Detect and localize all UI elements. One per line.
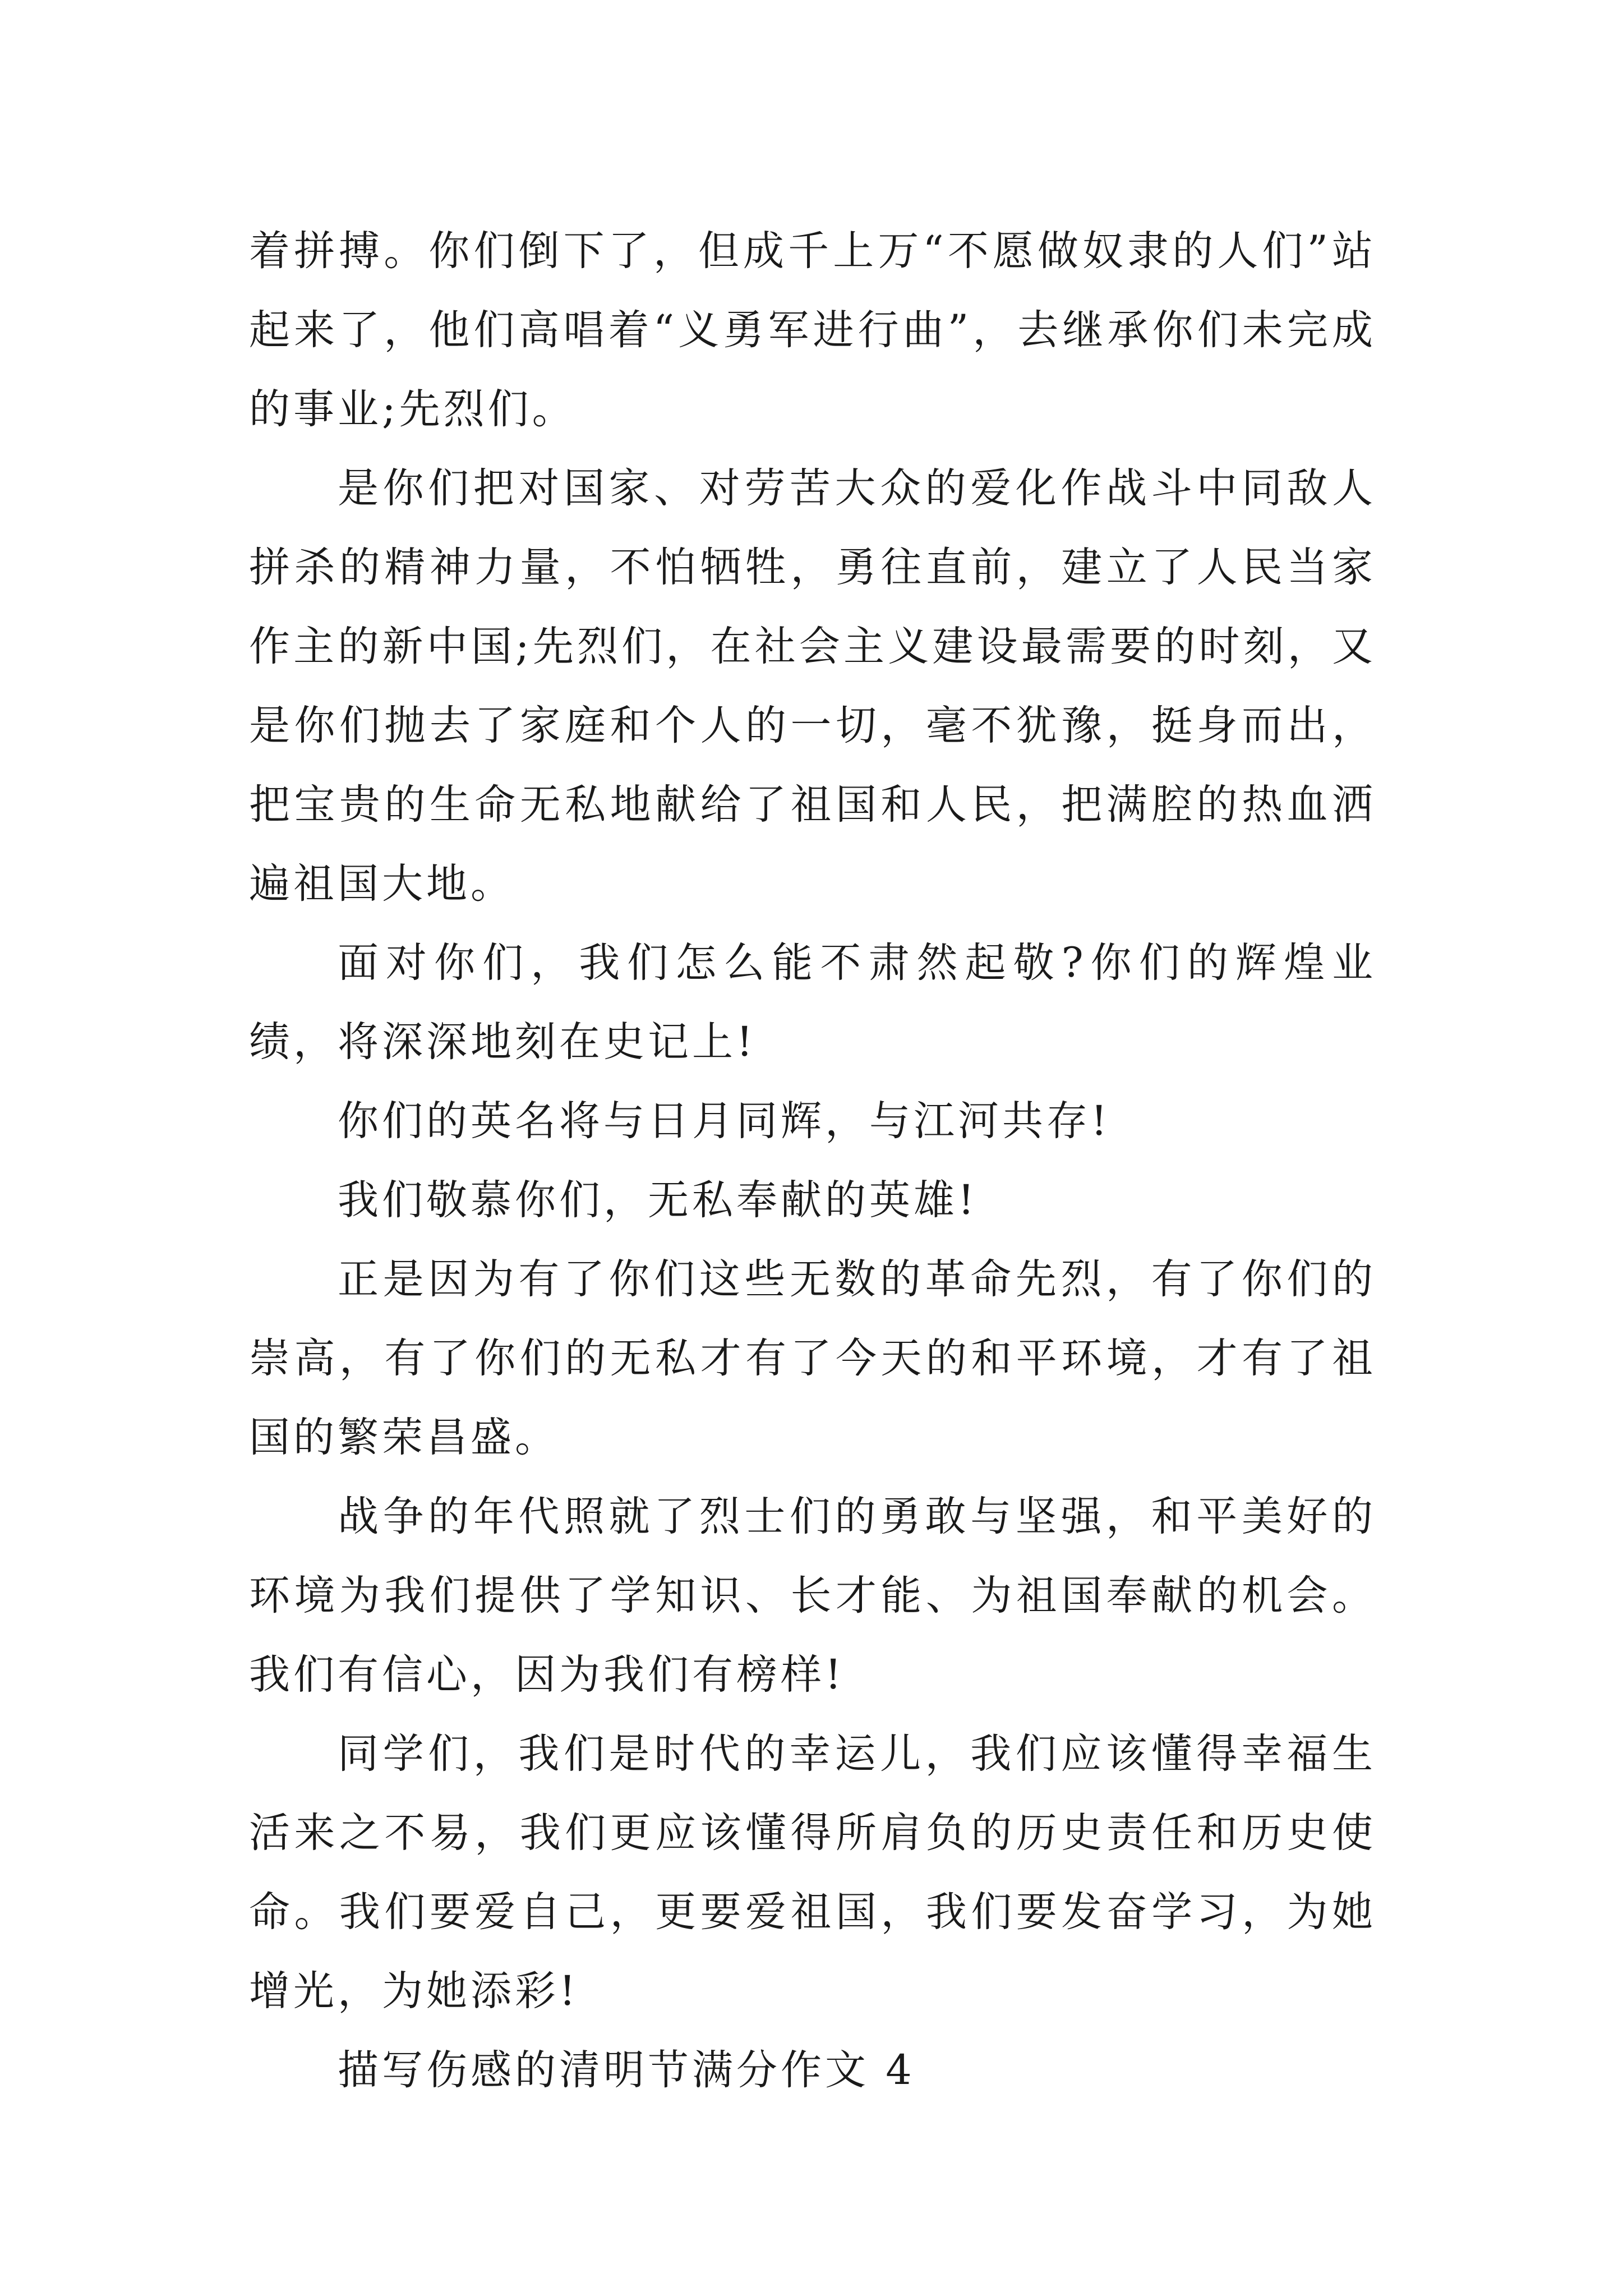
paragraph: 战争的年代照就了烈士们的勇敢与坚强，和平美好的环境为我们提供了学知识、长才能、为祖国奉献的机会。我们有信心，因为我们有榜样! [249, 1493, 1376, 1699]
paragraph: 同学们，我们是时代的幸运儿，我们应该懂得幸福生活来之不易，我们更应该懂得所肩负的历史责任和历史使命。我们要爱自己，更要爱祖国，我们要发奋学习，为她增光，为她添彩! [249, 1730, 1376, 2015]
essay-body [249, 211, 1376, 2110]
paragraph: 你们的英名将与日月同辉，与江河共存! [338, 1097, 1111, 1145]
paragraph-continuation: 着拼搏。你们倒下了，但成千上万“不愿做奴隶的人们”站起来了，他们高唱着“义勇军进行曲”，去继承你们未完成的事业;先烈们。 [249, 227, 1376, 433]
paragraph: 正是因为有了你们这些无数的革命先烈，有了你们的崇高，有了你们的无私才有了今天的和平环境，才有了祖国的繁荣昌盛。 [249, 1255, 1376, 1461]
paragraph: 我们敬慕你们，无私奉献的英雄! [338, 1176, 978, 1224]
paragraph: 面对你们，我们怎么能不肃然起敬?你们的辉煌业绩，将深深地刻在史记上! [249, 939, 1376, 1066]
paragraph: 是你们把对国家、对劳苦大众的爱化作战斗中同敌人拼杀的精神力量，不怕牺牲，勇往直前，建立了人民当家作主的新中国;先烈们，在社会主义建设最需要的时刻，又是你们抛去了家庭和个人的一切，毫不犹豫，挺身而出，把宝贵的生命无私地献给了祖国和人民，把满腔的热血洒遍祖国大地。 [249, 464, 1376, 908]
section-heading: 描写伤感的清明节满分作文 4 [338, 2046, 915, 2094]
